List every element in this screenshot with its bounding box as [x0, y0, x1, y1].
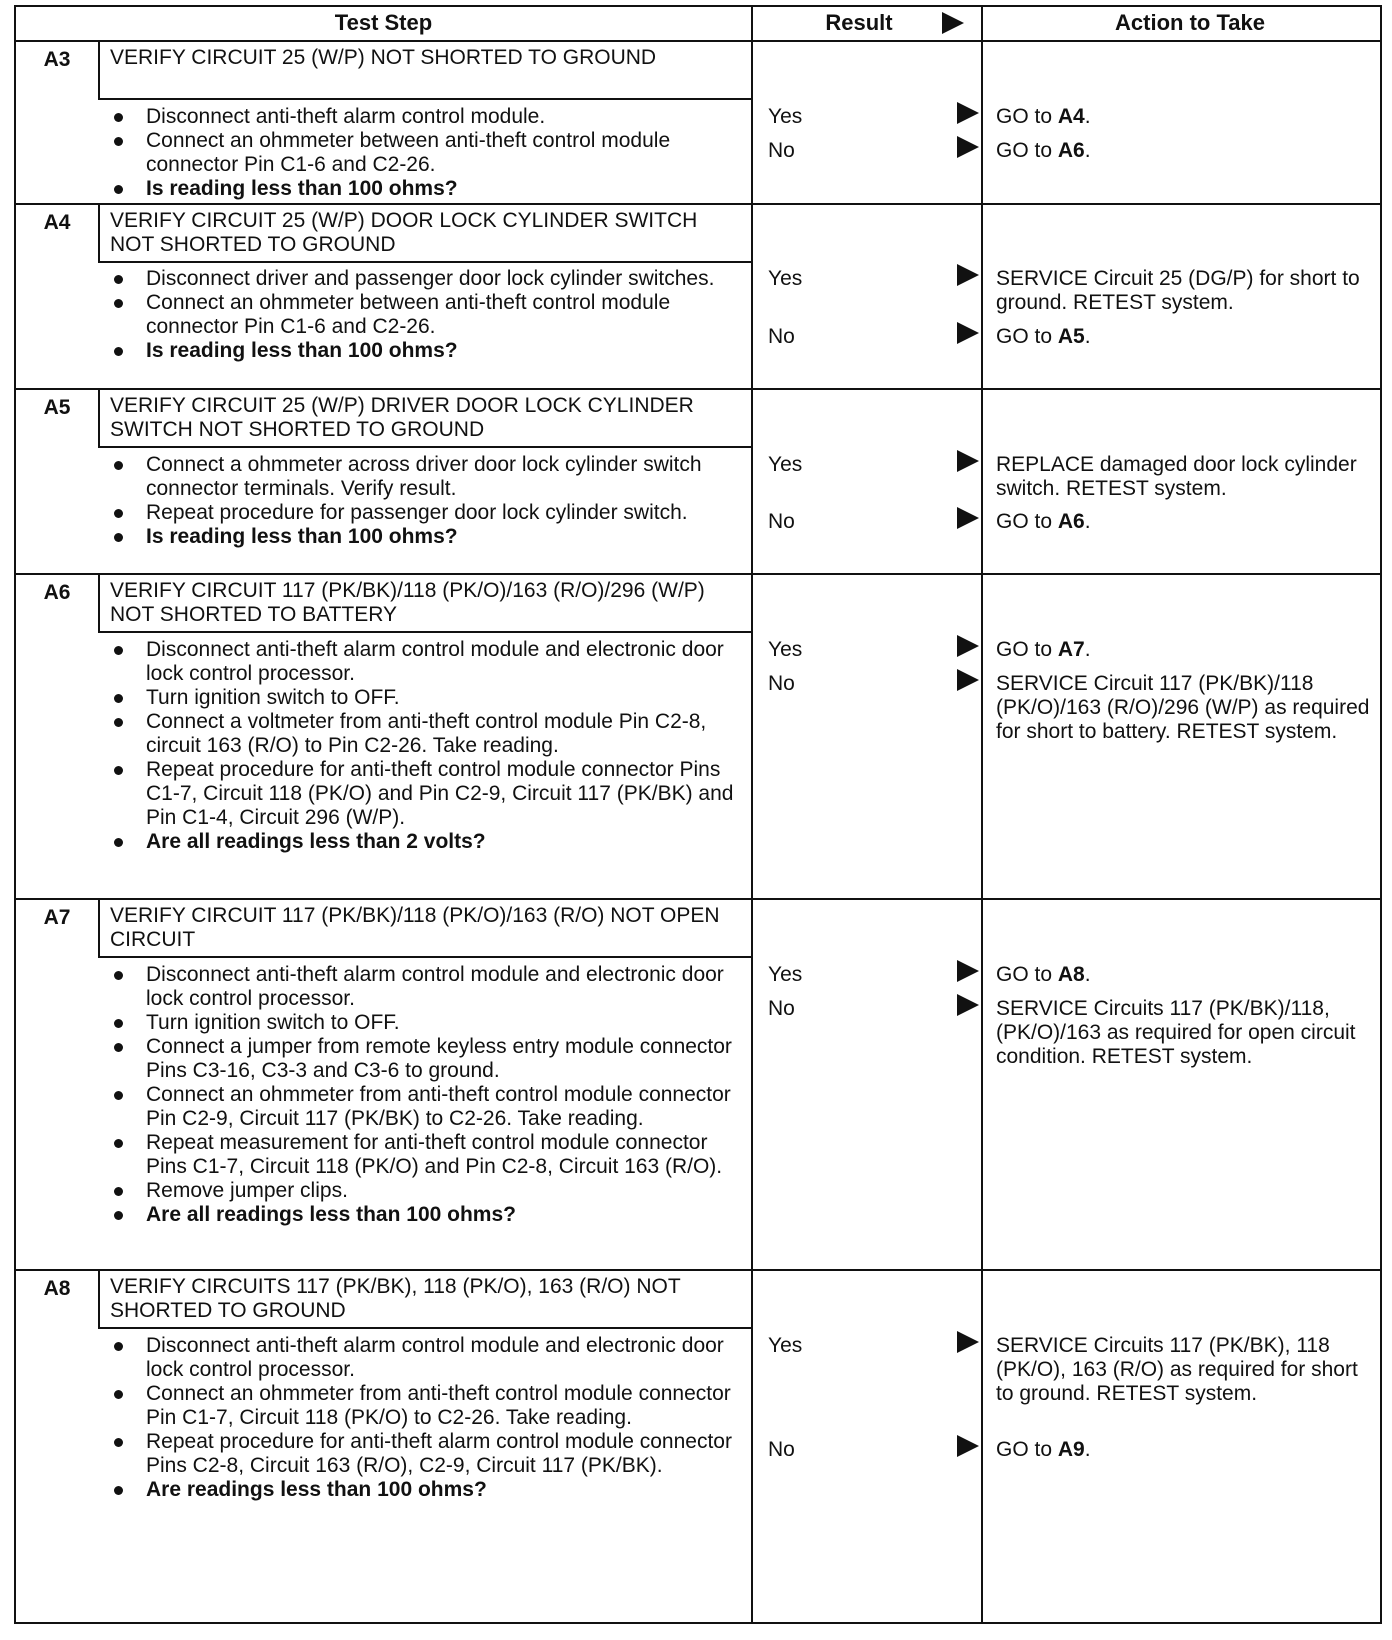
result-no: No — [768, 672, 795, 695]
bullet-item: Disconnect driver and passenger door lock cylinder switches. — [104, 267, 744, 291]
arrow-icon — [957, 322, 979, 344]
step-bullets — [104, 267, 744, 363]
step-title: VERIFY CIRCUIT 25 (W/P) DRIVER DOOR LOCK CYLINDER SWITCH NOT SHORTED TO GROUND — [98, 390, 751, 448]
bullet-item: Connect a ohmmeter across driver door lock cylinder switch connector terminals. Verify result. — [104, 453, 744, 501]
result-no: No — [768, 997, 795, 1020]
bullet-question: Are all readings less than 100 ohms? — [104, 1203, 744, 1227]
step-bullets — [104, 453, 744, 549]
step-bullets — [104, 963, 744, 1227]
step-id: A3 — [43, 48, 71, 71]
result-yes: Yes — [768, 453, 803, 476]
result-yes: Yes — [768, 105, 803, 128]
bullet-question: Are readings less than 100 ohms? — [104, 1478, 744, 1502]
bullet-item: Connect an ohmmeter from anti-theft control module connector Pin C2-9, Circuit 117 (PK/BK) to C2-26. Take reading. — [104, 1083, 744, 1131]
bullet-item: Remove jumper clips. — [104, 1179, 744, 1203]
arrow-icon — [957, 102, 979, 124]
action-no: SERVICE Circuit 117 (PK/BK)/118 (PK/O)/163 (R/O)/296 (W/P) as required for short to battery. RETEST system. — [996, 672, 1370, 743]
header-arrow-icon — [942, 12, 964, 34]
result-yes: Yes — [768, 267, 803, 290]
step-a4 — [16, 205, 1380, 390]
result-no: No — [768, 325, 795, 348]
step-a7 — [16, 900, 1380, 1271]
arrow-icon — [957, 1435, 979, 1457]
bullet-question: Is reading less than 100 ohms? — [104, 177, 744, 201]
step-bullets — [104, 105, 744, 201]
bullet-item: Repeat procedure for passenger door lock cylinder switch. — [104, 501, 744, 525]
arrow-icon — [957, 450, 979, 472]
bullet-question: Are all readings less than 2 volts? — [104, 830, 744, 854]
bullet-item: Disconnect anti-theft alarm control module and electronic door lock control processor. — [104, 638, 744, 686]
arrow-icon — [957, 136, 979, 158]
action-yes: GO to A8. — [996, 963, 1091, 986]
step-title: VERIFY CIRCUITS 117 (PK/BK), 118 (PK/O), 163 (R/O) NOT SHORTED TO GROUND — [98, 1271, 751, 1329]
bullet-item: Disconnect anti-theft alarm control module and electronic door lock control processor. — [104, 963, 744, 1011]
step-title: VERIFY CIRCUIT 117 (PK/BK)/118 (PK/O)/163 (R/O) NOT OPEN CIRCUIT — [98, 900, 751, 958]
table-header — [16, 7, 1380, 42]
step-id: A8 — [43, 1277, 71, 1300]
result-yes: Yes — [768, 1334, 803, 1357]
bullet-item: Connect a voltmeter from anti-theft control module Pin C2-8, circuit 163 (R/O) to Pin C2-26. Take reading. — [104, 710, 744, 758]
step-title: VERIFY CIRCUIT 25 (W/P) DOOR LOCK CYLINDER SWITCH NOT SHORTED TO GROUND — [98, 205, 751, 263]
arrow-icon — [957, 960, 979, 982]
bullet-question: Is reading less than 100 ohms? — [104, 525, 744, 549]
bullet-item: Connect an ohmmeter between anti-theft control module connector Pin C1-6 and C2-26. — [104, 291, 744, 339]
step-title: VERIFY CIRCUIT 25 (W/P) NOT SHORTED TO GROUND — [98, 42, 751, 100]
action-yes: SERVICE Circuits 117 (PK/BK), 118 (PK/O), 163 (R/O) as required for short to ground. RETEST system. — [996, 1334, 1358, 1405]
step-bullets — [104, 1334, 744, 1502]
action-no: GO to A9. — [996, 1438, 1091, 1461]
bullet-item: Disconnect anti-theft alarm control module. — [104, 105, 744, 129]
bullet-item: Connect an ohmmeter between anti-theft control module connector Pin C1-6 and C2-26. — [104, 129, 744, 177]
header-action: Action to Take — [1115, 10, 1265, 35]
step-id: A5 — [43, 396, 71, 419]
bullet-item: Repeat procedure for anti-theft control module connector Pins C1-7, Circuit 118 (PK/O) and Pin C2-9, Circuit 117 (PK/BK) and Pin C1-4, Circuit 296 (W/P). — [104, 758, 744, 830]
action-no: SERVICE Circuits 117 (PK/BK)/118, (PK/O)/163 as required for open circuit condition. RETEST system. — [996, 997, 1356, 1068]
bullet-item: Repeat procedure for anti-theft alarm control module connector Pins C2-8, Circuit 163 (R/O), C2-9, Circuit 117 (PK/BK). — [104, 1430, 744, 1478]
action-no: GO to A5. — [996, 325, 1091, 348]
header-test-step: Test Step — [334, 10, 433, 35]
arrow-icon — [957, 635, 979, 657]
action-no: GO to A6. — [996, 139, 1091, 162]
bullet-item: Repeat measurement for anti-theft control module connector Pins C1-7, Circuit 118 (PK/O) and Pin C2-8, Circuit 163 (R/O). — [104, 1131, 744, 1179]
arrow-icon — [957, 507, 979, 529]
action-no: GO to A6. — [996, 510, 1091, 533]
bullet-item: Connect an ohmmeter from anti-theft control module connector Pin C1-7, Circuit 118 (PK/O) to C2-26. Take reading. — [104, 1382, 744, 1430]
header-result: Result — [825, 10, 893, 35]
step-id: A4 — [43, 211, 71, 234]
bullet-item: Turn ignition switch to OFF. — [104, 1011, 744, 1035]
arrow-icon — [957, 1331, 979, 1353]
action-yes: REPLACE damaged door lock cylinder switch. RETEST system. — [996, 453, 1357, 500]
result-no: No — [768, 139, 795, 162]
bullet-item: Turn ignition switch to OFF. — [104, 686, 744, 710]
step-bullets — [104, 638, 744, 854]
step-a5 — [16, 390, 1380, 575]
bullet-question: Is reading less than 100 ohms? — [104, 339, 744, 363]
step-id: A6 — [43, 581, 71, 604]
arrow-icon — [957, 264, 979, 286]
result-yes: Yes — [768, 963, 803, 986]
result-no: No — [768, 1438, 795, 1461]
step-a8 — [16, 1271, 1380, 1623]
arrow-icon — [957, 994, 979, 1016]
step-a3 — [16, 42, 1380, 205]
bullet-item: Connect a jumper from remote keyless entry module connector Pins C3-16, C3-3 and C3-6 to ground. — [104, 1035, 744, 1083]
diagnostic-table — [14, 5, 1382, 1624]
step-title: VERIFY CIRCUIT 117 (PK/BK)/118 (PK/O)/163 (R/O)/296 (W/P) NOT SHORTED TO BATTERY — [98, 575, 751, 633]
arrow-icon — [957, 669, 979, 691]
result-yes: Yes — [768, 638, 803, 661]
action-yes: GO to A4. — [996, 105, 1091, 128]
step-a6 — [16, 575, 1380, 900]
result-no: No — [768, 510, 795, 533]
bullet-item: Disconnect anti-theft alarm control module and electronic door lock control processor. — [104, 1334, 744, 1382]
action-yes: GO to A7. — [996, 638, 1091, 661]
action-yes: SERVICE Circuit 25 (DG/P) for short to ground. RETEST system. — [996, 267, 1360, 314]
step-id: A7 — [43, 906, 71, 929]
